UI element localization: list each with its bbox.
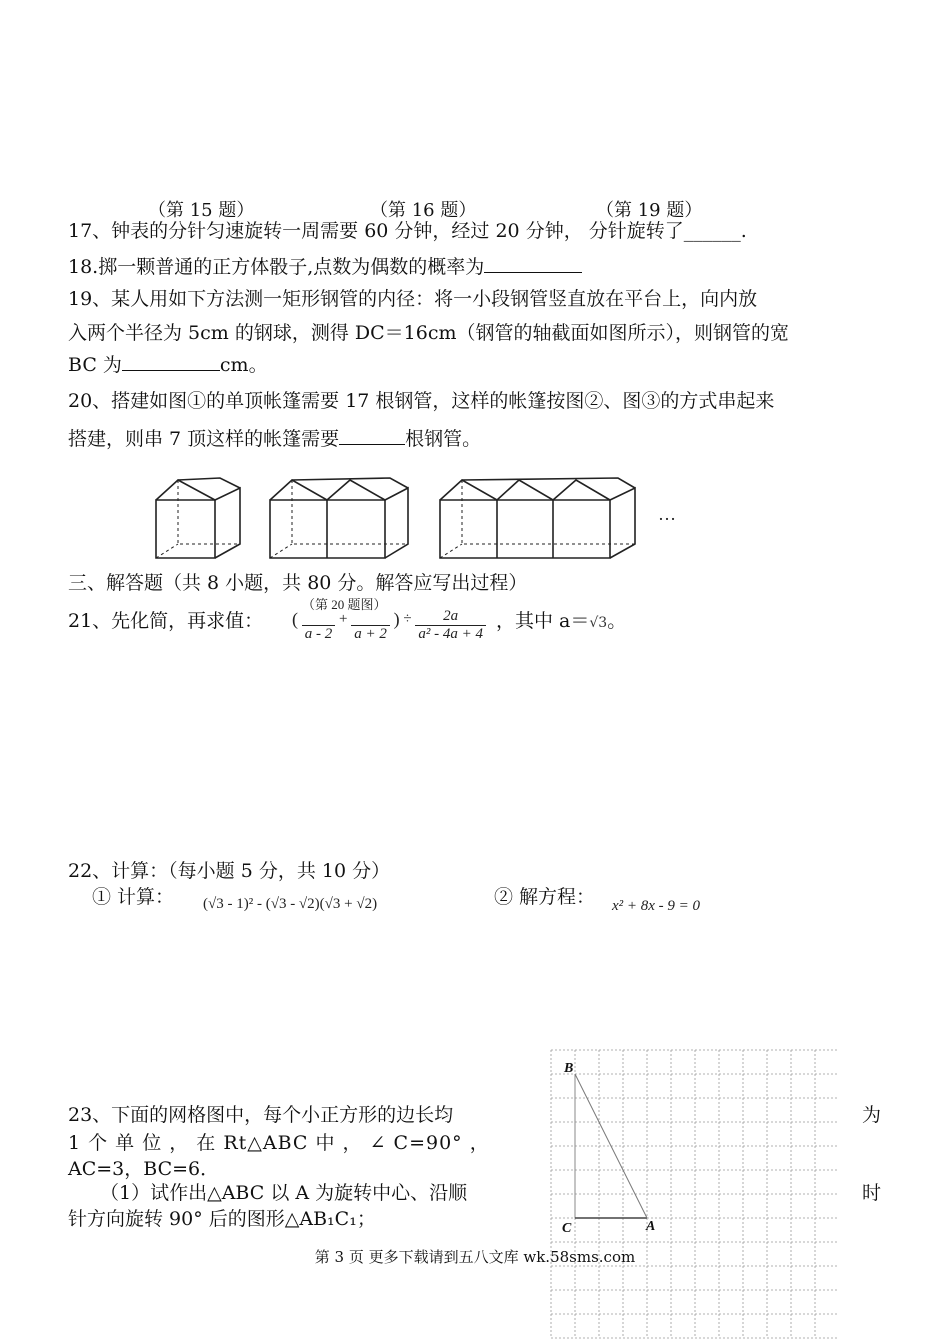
caption-fig15: （第 15 题） [148, 200, 255, 221]
q18-answer-blank[interactable] [484, 254, 582, 273]
caption-fig16: （第 16 题） [370, 200, 477, 221]
q21-frac2-den: a + 2 [354, 625, 387, 642]
q17-text: 17、钟表的分针匀速旋转一周需要 60 分钟，经过 20 分钟， 分针旋转了 [68, 220, 684, 242]
tent-figure-1 [156, 478, 240, 558]
tent-figure-2 [270, 478, 408, 558]
tent-ellipsis: … [658, 504, 676, 524]
grid-label-b: B [564, 1061, 574, 1076]
page-footer: 第 3 页 更多下载请到五八文库 wk.58sms.com [314, 1248, 636, 1266]
caption-fig19: （第 19 题） [596, 200, 703, 221]
q23-line1-b: 为 [862, 1104, 882, 1126]
q19-line2: 入两个半径为 5cm 的钢球，测得 DC＝16cm（钢管的轴截面如图所示），则钢管的宽 [68, 322, 789, 344]
q20-line2 [68, 426, 481, 452]
q19-line3-a: BC 为 [68, 354, 122, 376]
q22-part1-expr: (√3 - 1)² - (√3 - √2)(√3 + √2) [203, 896, 378, 912]
q20-line1: 20、搭建如图①的单顶帐篷需要 17 根钢管，这样的帐篷按图②、图③的方式串起来 [68, 390, 775, 412]
grid-label-a: A [646, 1219, 656, 1234]
q23-line2: 1 个 单 位 ， 在 Rt△ABC 中 ， ∠ C=90° ， [68, 1132, 490, 1154]
q19-answer-blank[interactable] [122, 352, 220, 371]
q20-line2-a: 搭建，则串 7 顶这样的帐篷需要 [68, 428, 340, 450]
q21-frac3-num: 2a [415, 608, 486, 626]
q22-title: 22、计算：（每小题 5 分，共 10 分） [68, 860, 391, 882]
q21-text-a: 21、先化简，再求值： [68, 610, 264, 632]
grid-label-c: C [562, 1221, 572, 1236]
q21-div: ÷ [403, 611, 412, 627]
q17-tail: ______. [683, 220, 747, 242]
section-3-heading: 三、解答题（共 8 小题，共 80 分。解答应写出过程） [68, 572, 528, 594]
q21-text-c: 。 [607, 610, 627, 632]
q23-grid [548, 1048, 838, 1344]
tent-figures [140, 470, 700, 568]
q23-line4-a: （1）试作出△ABC 以 A 为旋转中心、沿顺 [100, 1182, 468, 1204]
q18-text: 18.掷一颗普通的正方体骰子,点数为偶数的概率为 [68, 256, 485, 278]
q19-line3 [68, 352, 268, 378]
q22-part2-expr: x² + 8x - 9 = 0 [612, 898, 701, 914]
q21-frac1-den: a - 2 [304, 625, 333, 642]
q23-line5: 针方向旋转 90° 后的图形△AB₁C₁； [68, 1208, 376, 1230]
question-17 [68, 218, 747, 244]
q21-sqrt: √3 [589, 615, 608, 631]
q19-line3-b: cm。 [219, 354, 268, 376]
q23-line1-a: 23、下面的网格图中，每个小正方形的边长均 [68, 1104, 454, 1126]
tent-figure-3 [440, 478, 635, 558]
q22-part2-label: ② 解方程： [494, 886, 596, 908]
q21-frac3-den: a² - 4a + 4 [418, 626, 483, 642]
question-18 [68, 254, 582, 280]
q21-tail [496, 608, 626, 636]
q20-line2-b: 根钢管。 [405, 428, 482, 450]
q19-line1: 19、某人用如下方法测一矩形钢管的内径：将一小段钢管竖直放在平台上，向内放 [68, 288, 758, 310]
q21-text-b: ，其中 a＝ [496, 610, 590, 632]
q23-line4-b: 时 [862, 1182, 882, 1204]
q20-fig-caption: （第 20 题图） [302, 597, 387, 612]
q23-line3: AC=3，BC=6． [68, 1158, 220, 1180]
q20-answer-blank[interactable] [339, 426, 405, 445]
q21-expression: （第 20 题图） ( a - 2 + a + 2 ) ÷ $\frac{2a}{\text{a² - 4a + 4}}$ [292, 596, 486, 643]
q22-part1-label: ① 计算： [92, 886, 175, 908]
